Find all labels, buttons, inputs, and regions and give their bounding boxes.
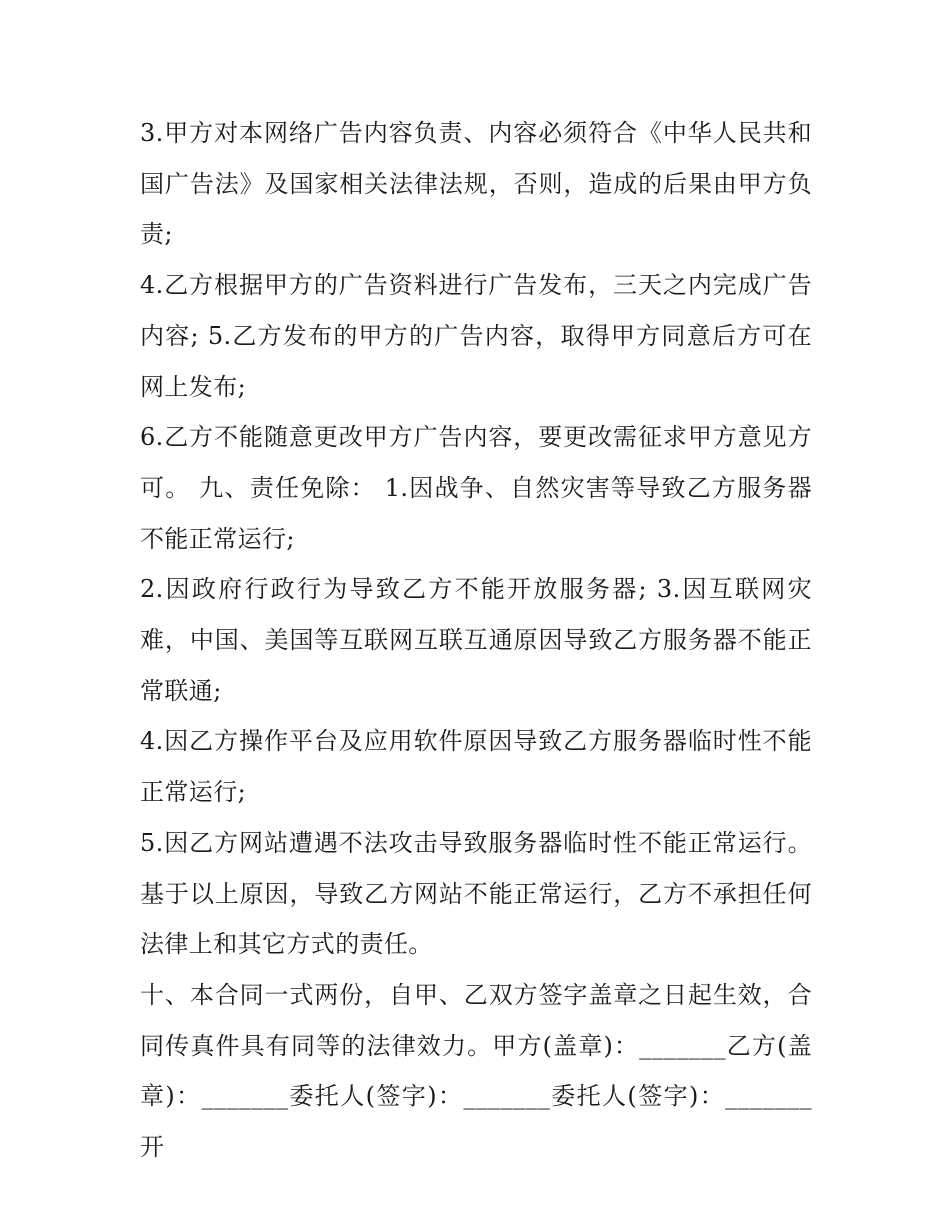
paragraph-clause-6-exemption: 6.乙方不能随意更改甲方广告内容，要更改需征求甲方意见方可。 九、责任免除： 1.因战争、自然灾害等导致乙方服务器不能正常运行; bbox=[140, 423, 812, 553]
paragraph-exemption-2-3: 2.因政府行政行为导致乙方不能开放服务器; 3.因互联网灾难，中国、美国等互联网互联互通原因导致乙方服务器不能正常联通; bbox=[140, 575, 812, 705]
paragraph-clause-4-5: 4.乙方根据甲方的广告资料进行广告发布，三天之内完成广告内容; 5.乙方发布的甲方的广告内容，取得甲方同意后方可在网上发布; bbox=[140, 271, 812, 401]
paragraph-clause-3: 3.甲方对本网络广告内容负责、内容必须符合《中华人民共和国广告法》及国家相关法律法规，否则，造成的后果由甲方负责; bbox=[140, 119, 812, 249]
paragraph-exemption-5: 5.因乙方网站遭遇不法攻击导致服务器临时性不能正常运行。基于以上原因，导致乙方网站不能正常运行，乙方不承担任何法律上和其它方式的责任。 bbox=[140, 828, 812, 959]
paragraph-clause-10-signatures: 十、本合同一式两份，自甲、乙双方签字盖章之日起生效，合同传真件具有同等的法律效力。甲方(盖章)：_______乙方(盖章)：_______委托人(签字)：_______委托人(签字)：_______开 bbox=[140, 980, 812, 1162]
document-body bbox=[140, 108, 812, 1173]
paragraph-exemption-4: 4.因乙方操作平台及应用软件原因导致乙方服务器临时性不能正常运行; bbox=[140, 727, 812, 807]
